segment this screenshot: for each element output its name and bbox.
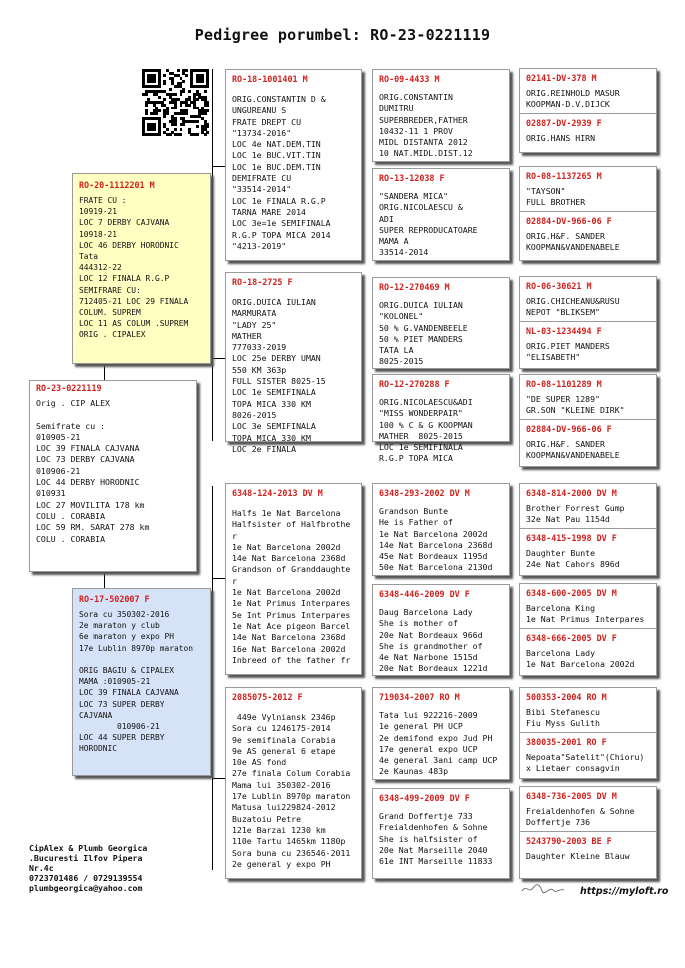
card-text: Bibi Stefanescu Fiu Myss Gulith xyxy=(526,707,600,729)
card-text: "SANDERA MICA" ORIG.NICOLAESCU & ADI SUPER REPRODUCATOARE MAMA A 33514-2014 xyxy=(379,191,478,258)
card-text: Nepoata"Satelit"(Chioru) x Lietaer consagvin xyxy=(526,751,645,773)
card-text: Grandson Bunte He is Father of 1e Nat Barcelona 2002d 14e Nat Barcelona 2368d 45e Nat Bordeaux 1195d 50e Nat Barcelona 2130d xyxy=(379,506,493,573)
great-grandparent-card xyxy=(372,277,510,369)
ring-number: 6348-499-2009 DV F xyxy=(379,793,470,803)
ancestor-pair-card xyxy=(519,166,657,261)
connector-line xyxy=(212,578,225,579)
ring-number: 02884-DV-966-06 F xyxy=(526,423,612,434)
card-text: Grand Doffertje 733 Freialdenhofen & Sohne She is halfsister of 20e Nat Marseille 2040 61e INT Marseille 11833 xyxy=(379,811,493,867)
ring-number: RO-08-1137265 M xyxy=(526,171,602,181)
ancestor-pair-card xyxy=(519,583,657,676)
ring-number: RO-06-30621 M xyxy=(526,281,592,291)
grandparent-card xyxy=(225,483,362,675)
great-grandparent-card xyxy=(372,483,510,576)
card-text: ORIG.REINHOLD MASUR KOOPMAN-D.V.DIJCK xyxy=(526,88,620,110)
website-link[interactable]: https://myloft.ro xyxy=(580,886,669,897)
card-text: 449e Vylniansk 2346p Sora cu 1246175-2014 9e semifinala Corabia 9e AS general 6 etape 10e AS fond 27e finala Colum Corabia Mama lui 350302-2016 17e Lublin 8970p maraton Matusa lui229824-2012 Buzatoiu Petre 121e Barzai 1230 km 110e Tartu 1465km 1180p Sora buna cu 236546-2011 2e general y expo PH xyxy=(232,712,351,869)
ancestor-pair-card xyxy=(519,483,657,576)
ancestor-pair-card xyxy=(519,68,657,153)
card-text: Tata lui 922216-2009 1e general PH UCP 2e demifond expo Jud PH 17e general expo UCP 4e general 3ani camp UCP 2e Kaunas 483p xyxy=(379,710,498,777)
card-text: ORIG.CHICHEANU&RUSU NEPOT "BLIKSEM" xyxy=(526,296,620,318)
card-text: Daughter Bunte 24e Nat Cahors 896d xyxy=(526,547,620,569)
connector-line xyxy=(212,358,225,359)
card-text: ORIG.HANS HIRN xyxy=(526,132,596,143)
ring-number: RO-08-1101289 M xyxy=(526,379,602,389)
ancestor-pair-card xyxy=(519,276,657,369)
ring-number: RO-18-1001401 M xyxy=(232,74,308,84)
ring-number: 02884-DV-966-06 F xyxy=(526,215,612,226)
card-text: ORIG.CONSTANTIN D & UNGUREANU S FRATE DREPT CU "13734-2016" LOC 4e NAT.DEM.TIN LOC 1e BUC.VIT.TIN LOC 1e BUC.DEM.TIN DEMIFRATE CU "33514-2014" LOC 1e FINALA R.G.P TARNA MARE 2014 LOC 3e=1e SEMIFINALA R.G.P TOPA MICA 2014 "4213-2019" xyxy=(232,94,331,251)
card-text: ORIG.CONSTANTIN DUMITRU SUPERBREDER,FATHER 10432-11 1 PROV MIDL DISTANTA 2012 10 NAT.MIDL.DIST.12 xyxy=(379,92,473,159)
card-text: ORIG.DUICA IULIAN MARMURATA "LADY 25" MATHER 777033-2019 LOC 25e DERBY UMAN 550 KM 363p FULL SISTER 8025-15 LOC 1e SEMIFINALA TOPA MICA 330 KM 8026-2015 LOC 3e SEMIFINALA TOPA MICA 330 KM LOC 2e FINALA xyxy=(232,297,326,454)
ring-number: 6348-124-2013 DV M xyxy=(232,488,323,498)
connector-line xyxy=(212,778,225,779)
dam-card xyxy=(72,588,211,776)
ring-number: NL-03-1234494 F xyxy=(526,325,602,336)
ring-number: 02141-DV-378 M xyxy=(526,73,597,83)
ring-number: 5243790-2003 BE F xyxy=(526,835,612,846)
connector-line xyxy=(212,486,213,870)
card-text: ORIG.DUICA IULIAN "KOLONEL" 50 % G.VANDENBEELE 50 % PIET MANDERS TATA LA 8025-2015 xyxy=(379,300,468,367)
great-grandparent-card xyxy=(372,687,510,780)
card-text: FRATE CU : 10919-21 LOC 7 DERBY CAJVANA 10918-21 LOC 46 DERBY HORODNIC Tata 444312-22 LOC 12 FINALA R.G.P SEMIFRARE CU: 712405-21 LOC 29 FINALA COLUM. SUPREM LOC 11 AS COLUM .SUPREM ORIG . CIPALEX xyxy=(79,196,189,340)
ring-number: RO-12-270288 F xyxy=(379,379,450,389)
pedigree-subject-card xyxy=(29,380,197,572)
ring-number: 02887-DV-2939 F xyxy=(526,117,602,128)
ring-number: RO-09-4433 M xyxy=(379,74,440,84)
ancestor-pair-card xyxy=(519,786,657,879)
ring-number: 2085075-2012 F xyxy=(232,692,303,702)
card-text: ORIG.PIET MANDERS "ELISABETH" xyxy=(526,340,610,362)
great-grandparent-card xyxy=(372,168,510,261)
card-text: ORIG.NICOLAESCU&ADI "MISS WONDERPAIR" 100 % C & G KOOPMAN MATHER 8025-2015 LOC 1e SEMIFINALA R.G.P TOPA MICA xyxy=(379,397,473,464)
signature xyxy=(520,882,566,896)
connector-line xyxy=(212,69,213,441)
ancestor-pair-card xyxy=(519,687,657,779)
card-text: Orig . CIP ALEX Semifrate cu : 010905-21 LOC 39 FINALA CAJVANA LOC 73 DERBY CAJVANA 010906-21 LOC 44 DERBY HORODNIC 010931 LOC 27 MOVILITA 178 km COLU . CORABIA LOC 59 RM. SARAT 278 km COLU . CORABIA xyxy=(36,398,150,544)
great-grandparent-card xyxy=(372,584,510,676)
ring-number: 6348-293-2002 DV M xyxy=(379,488,470,498)
ring-number: 6348-814-2000 DV M xyxy=(526,488,617,498)
ring-number: 500353-2004 RO M xyxy=(526,692,607,702)
card-text: Sora cu 350302-2016 2e maraton y club 6e maraton y expo PH 17e Lublin 8970p maraton ORIG BAGIU & CIPALEX MAMA :010905-21 LOC 39 FINALA CAJVANA LOC 73 SUPER DERBY CAJVANA 010906-21 LOC 44 SUPER DERBY HORODNIC xyxy=(79,610,194,754)
grandparent-card xyxy=(225,687,362,879)
ring-number: 6348-415-1998 DV F xyxy=(526,532,617,543)
ring-number: 6348-446-2009 DV F xyxy=(379,589,470,599)
ring-number: 6348-666-2005 DV F xyxy=(526,632,617,643)
card-text: Freialdenhofen & Sohne Doffertje 736 xyxy=(526,806,635,828)
ring-number: RO-23-0221119 xyxy=(36,383,102,393)
card-text: ORIG.H&F. SANDER KOOPMAN&VANDENABELE xyxy=(526,230,620,252)
sire-card xyxy=(72,173,211,364)
card-text: Halfs 1e Nat Barcelona Halfsister of Halfbrothe r 1e Nat Barcelona 2002d 14e Nat Barcelona 2368d Grandson of Granddaughte r 1e Nat Barcelona 2002d 1e Nat Primus Interpares 5e Int Primus Interpares 1e Nat Ace pigeon Barcel 14e Nat Barcelona 2368d 16e Nat Barcelona 2002d Inbreed of the father fr xyxy=(232,508,351,665)
card-text: Daughter Kleine Blauw xyxy=(526,850,630,861)
ring-number: RO-12-270469 M xyxy=(379,282,450,292)
ring-number: 6348-736-2005 DV M xyxy=(526,791,617,801)
card-text: Brother Forrest Gump 32e Nat Pau 1154d xyxy=(526,503,625,525)
ring-number: RO-18-2725 F xyxy=(232,277,293,287)
great-grandparent-card xyxy=(372,788,510,879)
ring-number: RO-17-502007 F xyxy=(79,594,150,604)
qr-code xyxy=(142,69,209,136)
great-grandparent-card xyxy=(372,69,510,162)
card-text: "DE SUPER 1289" GR.SON "KLEINE DIRK" xyxy=(526,394,625,416)
card-text: ORIG.H&F. SANDER KOOPMAN&VANDENABELE xyxy=(526,438,620,460)
owner-contact: CipAlex & Plumb Georgica .Bucuresti Ilfov Pipera Nr.4c 0723701486 / 0729139554 plumbgeorgica@yahoo.com xyxy=(29,843,148,893)
card-text: Barcelona Lady 1e Nat Barcelona 2002d xyxy=(526,647,635,669)
card-text: Barcelona King 1e Nat Primus Interpares xyxy=(526,603,645,625)
grandparent-card xyxy=(225,272,362,454)
ring-number: 719034-2007 RO M xyxy=(379,692,460,702)
grandparent-card xyxy=(225,69,362,261)
page-title: Pedigree porumbel: RO-23-0221119 xyxy=(194,26,491,44)
ring-number: 380035-2001 RO F xyxy=(526,736,607,747)
ring-number: RO-20-1112201 M xyxy=(79,180,155,190)
great-grandparent-card xyxy=(372,374,510,464)
connector-line xyxy=(212,166,225,167)
ring-number: 6348-600-2005 DV M xyxy=(526,588,617,598)
card-text: Daug Barcelona Lady She is mother of 20e Nat Bordeaux 966d She is grandmother of 4e Nat Narbone 1515d 20e Nat Bordeaux 1221d xyxy=(379,607,488,674)
card-text: "TAYSON" FULL BROTHER xyxy=(526,186,586,208)
ring-number: RO-13-12038 F xyxy=(379,173,445,183)
ancestor-pair-card xyxy=(519,374,657,467)
